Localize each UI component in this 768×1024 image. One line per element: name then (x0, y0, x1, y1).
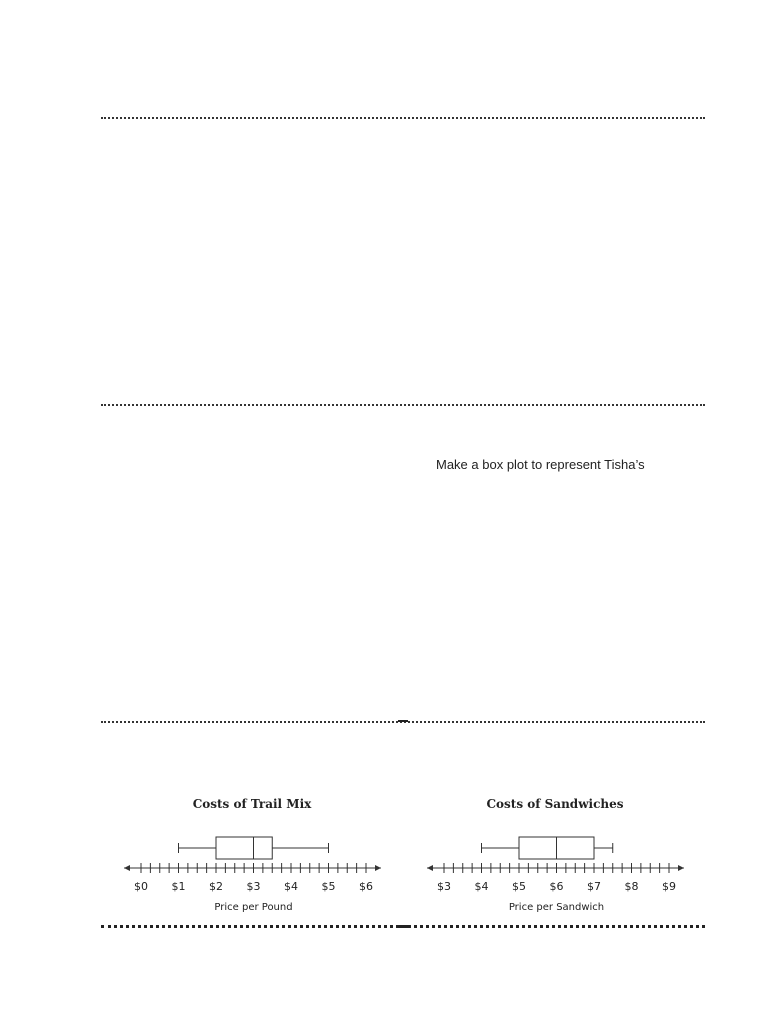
x-axis-label: Price per Pound (214, 902, 293, 913)
tick-label: $8 (624, 880, 639, 893)
section-divider-2 (101, 404, 705, 406)
x-axis-label: Price per Sandwich (508, 902, 605, 913)
iqr-box (216, 837, 272, 859)
axis-arrow-right (375, 865, 381, 871)
tick-label: $5 (512, 880, 526, 893)
trail-mix-box-plot (118, 790, 388, 920)
sandwiches-box-plot (421, 790, 691, 920)
tick-label: $5 (321, 880, 336, 893)
tick-label: $4 (474, 880, 489, 893)
divider-4-joint (398, 925, 408, 928)
axis-arrow-left (427, 865, 433, 871)
chart-title: Costs of Trail Mix (192, 797, 312, 811)
tick-label: $2 (209, 880, 223, 893)
tick-label: $0 (134, 880, 148, 893)
tick-label: $9 (662, 880, 676, 893)
sandwiches-svg (421, 790, 691, 920)
axis-arrow-left (124, 865, 130, 871)
divider-3-joint (398, 720, 408, 722)
trail-mix-svg (118, 790, 388, 920)
tick-label: $4 (284, 880, 298, 893)
tick-label: $3 (437, 880, 451, 893)
tick-label: $7 (587, 880, 601, 893)
tick-label: $6 (359, 880, 373, 893)
section-divider-1 (101, 117, 705, 119)
axis-arrow-right (678, 865, 684, 871)
tick-label: $6 (549, 880, 564, 893)
tick-label: $3 (246, 880, 261, 893)
tick-label: $1 (171, 880, 186, 893)
chart-title: Costs of Sandwiches (486, 797, 624, 811)
prompt-text: Make a box plot to represent Tisha’s (436, 457, 645, 472)
